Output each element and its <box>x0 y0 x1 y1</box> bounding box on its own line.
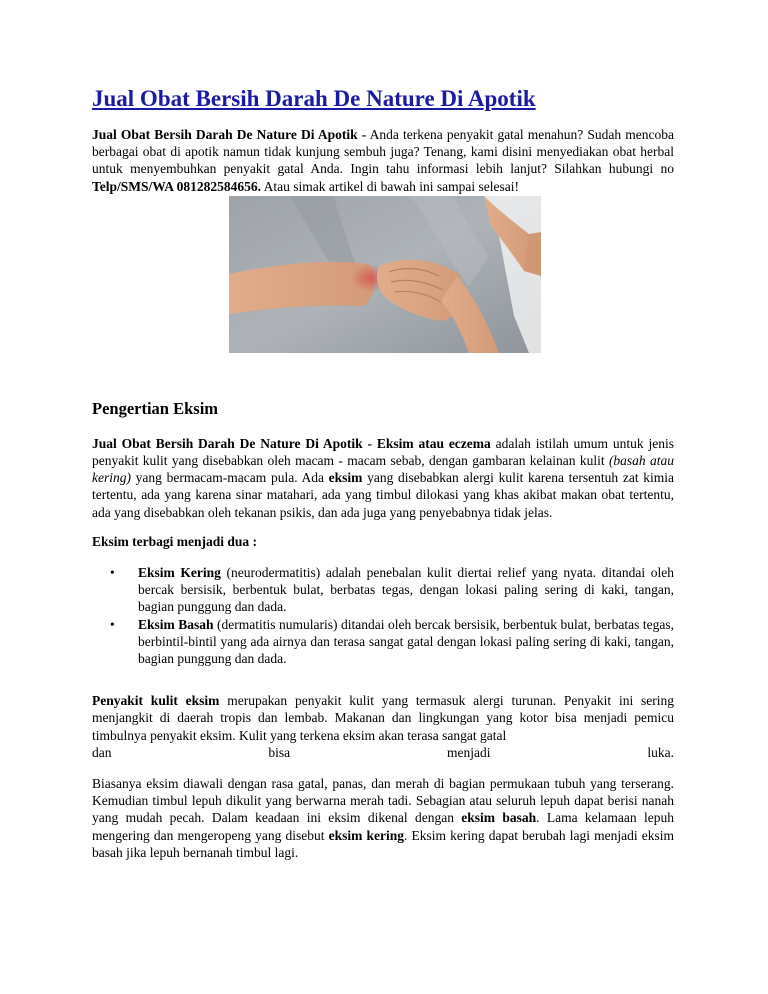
intro-contact: Telp/SMS/WA 081282584656. <box>92 178 262 194</box>
list-item <box>110 616 674 668</box>
word: bisa <box>268 744 291 760</box>
title-link[interactable]: Jual Obat Bersih Darah De Nature Di Apotik <box>92 86 536 111</box>
list-item-text: (dermatitis numularis) ditandai oleh bercak bersisik, berbentuk bulat, berbatas tegas, berbintil-bintil yang ada airnya dan terasa sangat gatal dengan lokasi paling sering di kaki, tangan, bagian punggung dan dada. <box>138 616 674 667</box>
article <box>92 84 674 861</box>
symptoms-text-2: . Lama kelamaan lepuh mengering dan mengeropeng yang disebut <box>92 810 674 843</box>
list-item-term: Eksim Kering <box>138 565 221 581</box>
definition-italic: (basah atau kering) <box>92 453 675 486</box>
word: luka. <box>647 744 674 760</box>
intro-text-2: Atau simak artikel di bawah ini sampai selesai! <box>261 178 519 194</box>
definition-bold: eksim <box>328 470 363 486</box>
intro-text-1: Anda terkena penyakit gatal menahun? Sudah mencoba berbagai obat di apotik namun tidak kunjung sembuh juga? Tenang, kami disini menyediakan obat herbal untuk menyembuhkan penyakit gatal Anda. Ingin tahu informasi lebih lanjut? Silahkan hubungi no <box>92 127 674 177</box>
bullet-icon: • <box>110 565 115 581</box>
allergy-text: merupakan penyakit kulit yang termasuk alergi turunan. Penyakit ini sering menjangkit di daerah tropis dan lembab. Makanan dan lingkungan yang kotor bisa menjadi pemicu timbulnya penyakit eksim. Kulit yang terkena eksim akan terasa sangat gatal <box>92 693 674 743</box>
definition-text-2: yang bermacam-macam pula. Ada <box>130 470 329 486</box>
definition-lead: Jual Obat Bersih Darah De Nature Di Apotik - Eksim atau eczema <box>92 435 491 451</box>
list-item-text: (neurodermatitis) adalah penebalan kulit diertai relief yang nyata. ditandai oleh bercak bersisik, berbentuk bulat, berbatas tegas, dengan lokasi paling sering di kaki, tangan, bagian punggung dan dada. <box>138 565 674 615</box>
symptoms-bold-1: eksim basah <box>461 810 537 826</box>
definition-paragraph <box>92 435 674 521</box>
section-heading: Pengertian Eksim <box>92 398 219 418</box>
word: dan <box>92 744 112 760</box>
list-heading: Eksim terbagi menjadi dua : <box>92 533 258 549</box>
allergy-last-line <box>92 744 674 761</box>
symptoms-paragraph <box>92 775 674 861</box>
bullet-icon: • <box>110 616 115 632</box>
eczema-types-list <box>92 564 674 667</box>
list-item <box>110 564 674 616</box>
list-item-term: Eksim Basah <box>138 616 214 632</box>
word: menjadi <box>447 744 491 760</box>
symptoms-text-1: Biasanya eksim diawali dengan rasa gatal, panas, dan merah di bagian permukaan tubuh yang terserang. Kemudian timbul lepuh dikulit yang berwarna merah tadi. Sebagian atau seluruh lepuh dapat berisi nanah yang mudah pecah. Dalam keadaan ini eksim dikenal dengan <box>92 776 674 826</box>
allergy-lead: Penyakit kulit eksim <box>92 693 220 709</box>
symptoms-text-3: . Eksim kering dapat berubah lagi menjadi eksim basah jika lepuh bernanah timbul lagi. <box>92 827 674 860</box>
allergy-paragraph <box>92 692 674 744</box>
page-title <box>92 84 674 114</box>
definition-text-3: yang disebabkan alergi kulit karena tersentuh zat kimia tertentu, ada yang karena sinar matahari, ada yang timbul dilokasi yang khas akibat makan obat tertentu, ada yang disebabkan oleh tekanan psikis, dan ada juga yang penyebabnya tidak jelas. <box>92 470 674 520</box>
symptoms-bold-2: eksim kering <box>328 827 404 843</box>
article-image <box>229 196 541 353</box>
intro-lead: Jual Obat Bersih Darah De Nature Di Apotik - <box>92 127 367 142</box>
intro-paragraph <box>92 126 674 195</box>
definition-text-1: adalah istilah umum untuk jenis penyakit kulit yang disebabkan oleh macam - macam sebab, dengan gambaran kelainan kulit <box>92 435 674 469</box>
